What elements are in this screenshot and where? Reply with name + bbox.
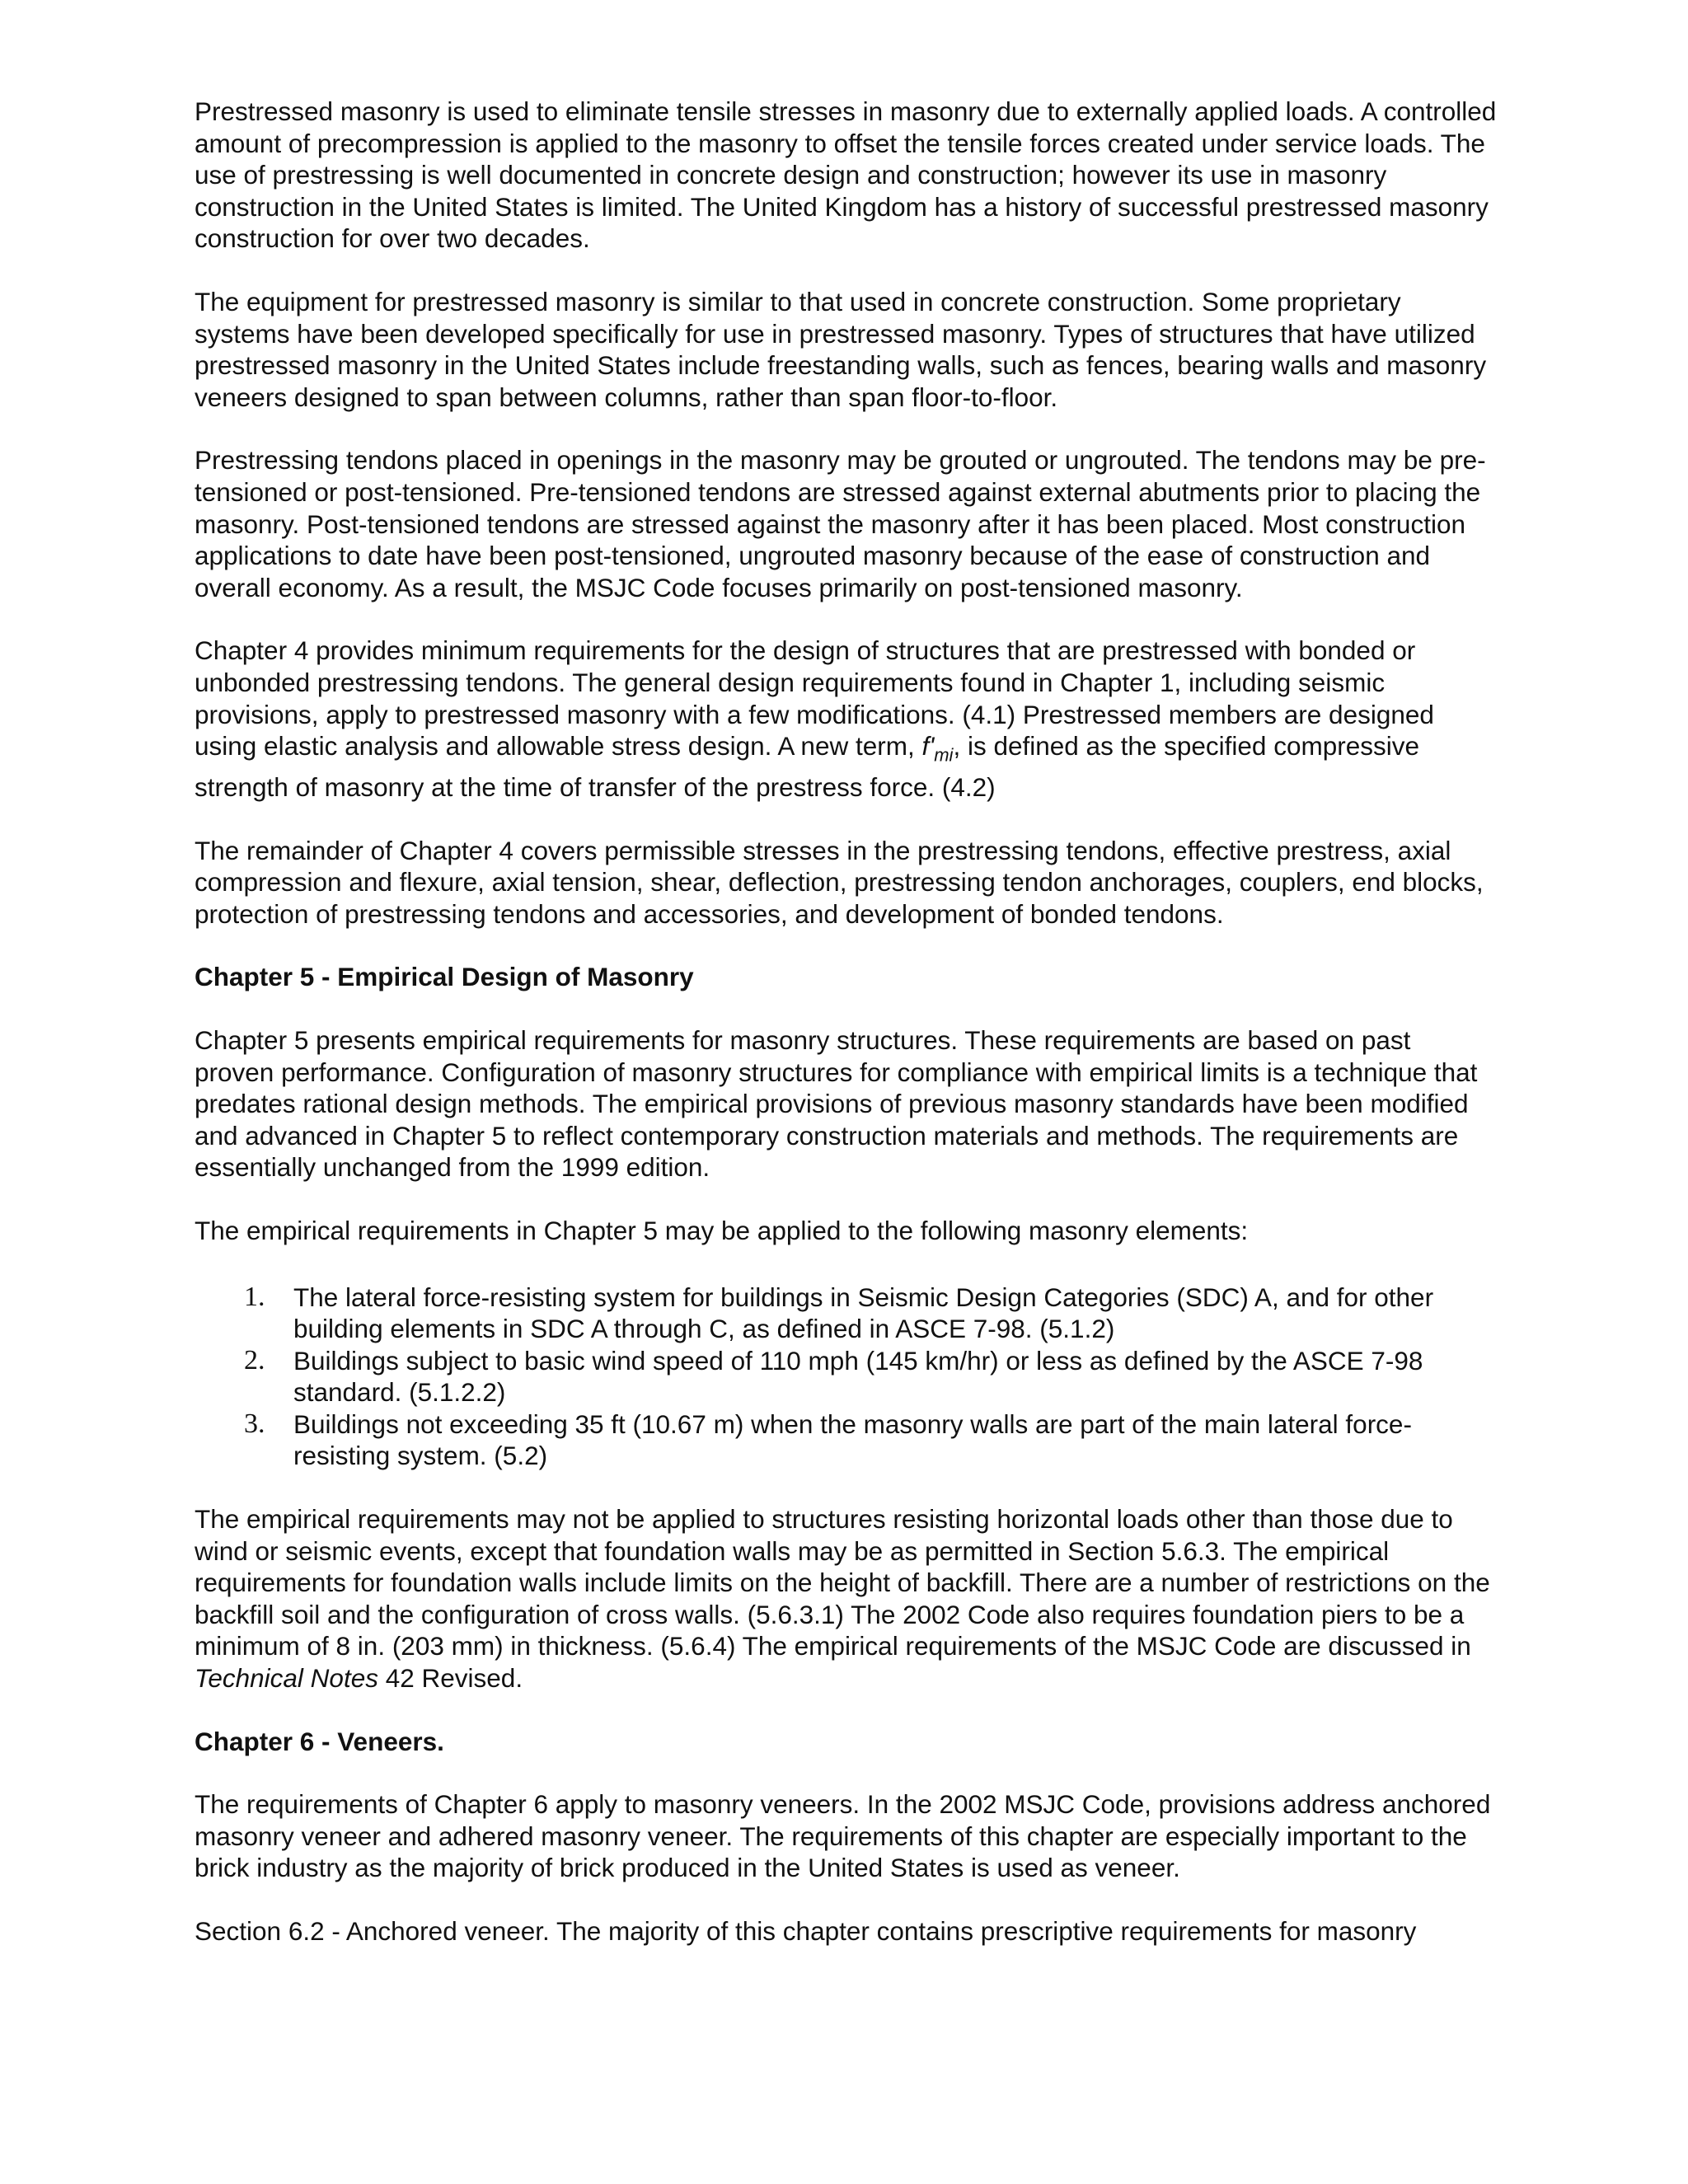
paragraph-anchored-veneer: Section 6.2 - Anchored veneer. The majority of this chapter contains prescriptive requirements for masonry <box>195 1916 1417 1947</box>
list-item-number: 3. <box>244 1408 265 1439</box>
paragraph-chapter-5-intro: Chapter 5 presents empirical requirements for masonry structures. These requirements are based on past proven performance. Configuration of masonry structures for compliance with empirical limits is a technique that predates rational design methods. The empirical provisions of previous masonry standards have been modified and advanced in Chapter 5 to reflect contemporary construction materials and methods. The requirements are essentially unchanged from the 1999 edition. <box>195 1024 1478 1183</box>
list-item-text: Buildings not exceeding 35 ft (10.67 m) when the masonry walls are part of the main lateral force-resisting system. (5.2) <box>293 1408 1412 1471</box>
fmi-subscript: mi <box>934 744 954 766</box>
paragraph-chapter-6-intro: The requirements of Chapter 6 apply to masonry veneers. In the 2002 MSJC Code, provisions address anchored masonry veneer and adhered masonry veneer. The requirements of this chapter are especially important to the brick industry as the majority of brick produced in the United States is used as veneer. <box>195 1789 1491 1883</box>
paragraph-tendons: Prestressing tendons placed in openings in the masonry may be grouted or ungrouted. The tendons may be pre-tensioned or post-tensioned. Pre-tensioned tendons are stressed against external abutments prior to placing the masonry. Post-tensioned tendons are stressed against the masonry after it has been placed. Most construction applications to date have been post-tensioned, ungrouted masonry because of the ease of construction and overall economy. As a result, the MSJC Code focuses primarily on post-tensioned masonry. <box>195 445 1486 602</box>
list-item <box>195 1345 1497 1408</box>
paragraph-chapter-4-text-a: Chapter 4 provides minimum requirements for the design of structures that are prestressed with bonded or unbonded prestressing tendons. The general design requirements found in Chapter 1, including seismic provisions, apply to prestressed masonry with a few modifications. (4.1) Prestressed members are designed using elastic analysis and allowable stress design. A new term, <box>195 635 1434 762</box>
paragraph-empirical-limits-text-a: The empirical requirements may not be applied to structures resisting horizontal loads other than those due to wind or seismic events, except that foundation walls may be as permitted in Section 5.6.3. The empirical requirements for foundation walls include limits on the height of backfill. There are a number of restrictions on the backfill soil and the configuration of cross walls. (5.6.3.1) The 2002 Code also requires foundation piers to be a minimum of 8 in. (203 mm) in thickness. (5.6.4) The empirical requirements of the MSJC Code are discussed in <box>195 1504 1490 1661</box>
list-item <box>195 1282 1497 1345</box>
technical-notes-title: Technical Notes <box>195 1663 378 1694</box>
paragraph-empirical-limits-text-b: 42 Revised. <box>377 1663 523 1694</box>
document-page <box>195 96 1497 1947</box>
paragraph-equipment: The equipment for prestressed masonry is similar to that used in concrete construction. Some proprietary systems have been developed specifically for use in prestressed masonry. Types of structures that have utilized prestressed masonry in the United States include freestanding walls, such as fences, bearing walls and masonry veneers designed to span between columns, rather than span floor-to-floor. <box>195 286 1487 412</box>
list-item-number: 1. <box>244 1281 265 1312</box>
list-item-text: Buildings subject to basic wind speed of 110 mph (145 km/hr) or less as defined by the ASCE 7-98 standard. (5.1.2.2) <box>293 1345 1423 1408</box>
masonry-elements-list <box>195 1282 1497 1473</box>
paragraph-chapter-4 <box>195 635 1497 803</box>
list-item <box>195 1408 1497 1472</box>
paragraph-chapter-4-text-b: , is defined as the specified compressive strength of masonry at the time of transfer of the prestress force. (4.2) <box>195 731 1419 802</box>
paragraph-empirical-limits <box>195 1503 1497 1694</box>
paragraph-list-lead: The empirical requirements in Chapter 5 may be applied to the following masonry elements: <box>195 1215 1249 1245</box>
paragraph-chapter-4-remainder: The remainder of Chapter 4 covers permissible stresses in the prestressing tendons, effective prestress, axial compression and flexure, axial tension, shear, deflection, prestressing tendon anchorages, couplers, end blocks, protection of prestressing tendons and accessories, and development of bonded tendons. <box>195 835 1484 929</box>
heading-chapter-6: Chapter 6 - Veneers. <box>195 1726 444 1756</box>
paragraph-prestressed-intro: Prestressed masonry is used to eliminate tensile stresses in masonry due to externally applied loads. A controlled amount of precompression is applied to the masonry to offset the tensile forces created under service loads. The use of prestressing is well documented in concrete design and construction; however its use in masonry construction in the United States is limited. The United Kingdom has a history of successful prestressed masonry construction for over two decades. <box>195 96 1497 254</box>
list-item-number: 2. <box>244 1344 265 1376</box>
heading-chapter-5: Chapter 5 - Empirical Design of Masonry <box>195 962 694 992</box>
fmi-symbol: $f'_{mi}$ <box>921 731 954 766</box>
list-item-text: The lateral force-resisting system for buildings in Seismic Design Categories (SDC) A, and for other building elements in SDC A through C, as defined in ASCE 7-98. (5.1.2) <box>293 1282 1434 1344</box>
